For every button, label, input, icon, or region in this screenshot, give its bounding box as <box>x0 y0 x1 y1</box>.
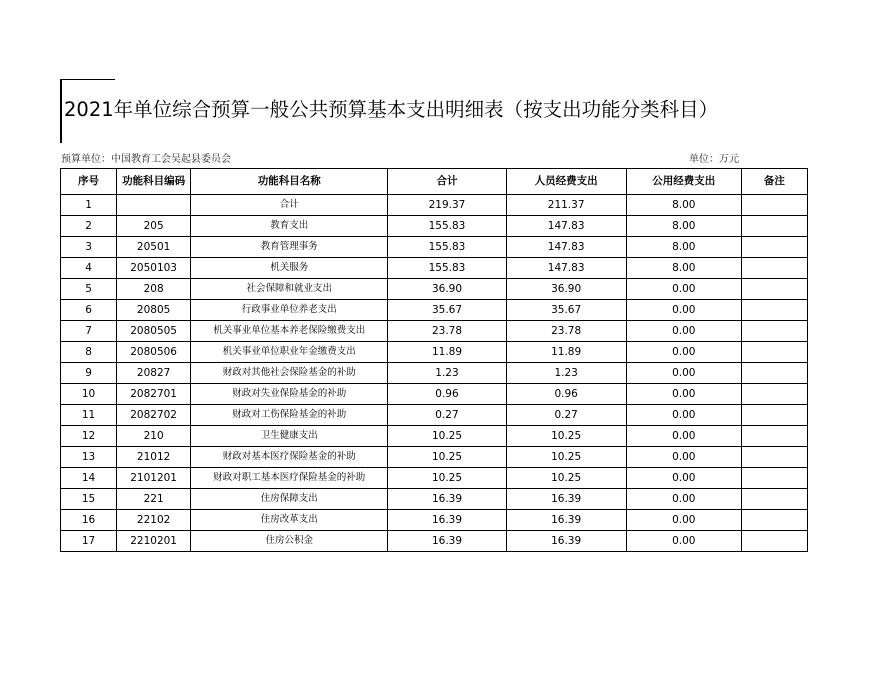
cell-name: 住房改革支出 <box>191 510 388 531</box>
cell-name: 合计 <box>191 195 388 216</box>
cell-code: 2050103 <box>117 258 191 279</box>
cell-remark <box>741 447 807 468</box>
cell-code <box>117 195 191 216</box>
cell-remark <box>741 216 807 237</box>
cell-seq: 8 <box>61 342 117 363</box>
budget-unit-label: 预算单位：中国教育工会吴起县委员会 <box>61 154 231 165</box>
cell-total: 155.83 <box>388 216 506 237</box>
cell-remark <box>741 531 807 552</box>
cell-remark <box>741 195 807 216</box>
cell-remark <box>741 342 807 363</box>
cell-total: 219.37 <box>388 195 506 216</box>
header-public: 公用经费支出 <box>626 169 741 195</box>
header-remark: 备注 <box>741 169 807 195</box>
cell-total: 0.96 <box>388 384 506 405</box>
cell-name: 财政对工伤保险基金的补助 <box>191 405 388 426</box>
cell-seq: 1 <box>61 195 117 216</box>
cell-remark <box>741 384 807 405</box>
table-row <box>61 279 808 300</box>
cell-personnel: 0.27 <box>506 405 626 426</box>
cell-public: 0.00 <box>626 531 741 552</box>
header-seq: 序号 <box>61 169 117 195</box>
cell-name: 住房保障支出 <box>191 489 388 510</box>
cell-personnel: 211.37 <box>506 195 626 216</box>
cell-seq: 15 <box>61 489 117 510</box>
cell-personnel: 147.83 <box>506 237 626 258</box>
cell-total: 11.89 <box>388 342 506 363</box>
cell-personnel: 23.78 <box>506 321 626 342</box>
cell-public: 0.00 <box>626 300 741 321</box>
cell-seq: 3 <box>61 237 117 258</box>
cell-total: 16.39 <box>388 531 506 552</box>
cell-public: 0.00 <box>626 405 741 426</box>
cell-seq: 11 <box>61 405 117 426</box>
cell-remark <box>741 258 807 279</box>
cell-seq: 13 <box>61 447 117 468</box>
cell-remark <box>741 363 807 384</box>
table-row <box>61 405 808 426</box>
cell-personnel: 10.25 <box>506 468 626 489</box>
cell-total: 23.78 <box>388 321 506 342</box>
cell-code: 208 <box>117 279 191 300</box>
cell-remark <box>741 405 807 426</box>
cell-name: 财政对基本医疗保险基金的补助 <box>191 447 388 468</box>
cell-total: 1.23 <box>388 363 506 384</box>
table-row <box>61 510 808 531</box>
cell-personnel: 16.39 <box>506 531 626 552</box>
cell-code: 2210201 <box>117 531 191 552</box>
cell-name: 住房公积金 <box>191 531 388 552</box>
cell-total: 10.25 <box>388 468 506 489</box>
cell-seq: 7 <box>61 321 117 342</box>
cell-personnel: 10.25 <box>506 426 626 447</box>
cell-seq: 5 <box>61 279 117 300</box>
cell-seq: 2 <box>61 216 117 237</box>
cell-personnel: 147.83 <box>506 258 626 279</box>
cell-code: 20827 <box>117 363 191 384</box>
cell-remark <box>741 279 807 300</box>
cell-personnel: 0.96 <box>506 384 626 405</box>
cell-name: 机关事业单位职业年金缴费支出 <box>191 342 388 363</box>
cell-code: 21012 <box>117 447 191 468</box>
cell-name: 教育管理事务 <box>191 237 388 258</box>
page-title: 2021年单位综合预算一般公共预算基本支出明细表（按支出功能分类科目） <box>64 98 719 121</box>
cell-name: 机关服务 <box>191 258 388 279</box>
cell-seq: 9 <box>61 363 117 384</box>
cell-code: 2101201 <box>117 468 191 489</box>
cell-code: 22102 <box>117 510 191 531</box>
cell-remark <box>741 321 807 342</box>
cell-public: 8.00 <box>626 258 741 279</box>
cell-total: 35.67 <box>388 300 506 321</box>
cell-personnel: 147.83 <box>506 216 626 237</box>
cell-remark <box>741 510 807 531</box>
table-row <box>61 300 808 321</box>
cell-public: 8.00 <box>626 195 741 216</box>
cell-public: 0.00 <box>626 279 741 300</box>
cell-public: 8.00 <box>626 216 741 237</box>
table-row <box>61 531 808 552</box>
expenditure-table <box>60 168 808 552</box>
cell-seq: 14 <box>61 468 117 489</box>
cell-seq: 12 <box>61 426 117 447</box>
cell-personnel: 11.89 <box>506 342 626 363</box>
cell-public: 0.00 <box>626 384 741 405</box>
title-corner-mark-top <box>60 79 115 80</box>
header-name: 功能科目名称 <box>191 169 388 195</box>
table-row <box>61 468 808 489</box>
header-code: 功能科目编码 <box>117 169 191 195</box>
cell-name: 卫生健康支出 <box>191 426 388 447</box>
cell-seq: 10 <box>61 384 117 405</box>
cell-public: 0.00 <box>626 447 741 468</box>
cell-remark <box>741 300 807 321</box>
cell-public: 0.00 <box>626 426 741 447</box>
cell-personnel: 10.25 <box>506 447 626 468</box>
title-corner-mark <box>60 79 62 143</box>
cell-code: 2082702 <box>117 405 191 426</box>
cell-personnel: 36.90 <box>506 279 626 300</box>
cell-public: 0.00 <box>626 321 741 342</box>
cell-total: 10.25 <box>388 447 506 468</box>
table-row <box>61 195 808 216</box>
cell-personnel: 35.67 <box>506 300 626 321</box>
table-row <box>61 216 808 237</box>
cell-personnel: 16.39 <box>506 489 626 510</box>
table-row <box>61 342 808 363</box>
cell-total: 10.25 <box>388 426 506 447</box>
unit-label: 单位：万元 <box>689 154 739 165</box>
table-row <box>61 426 808 447</box>
cell-public: 0.00 <box>626 342 741 363</box>
cell-personnel: 16.39 <box>506 510 626 531</box>
cell-seq: 6 <box>61 300 117 321</box>
cell-name: 社会保障和就业支出 <box>191 279 388 300</box>
cell-public: 0.00 <box>626 510 741 531</box>
cell-name: 机关事业单位基本养老保险缴费支出 <box>191 321 388 342</box>
cell-total: 155.83 <box>388 258 506 279</box>
cell-code: 2080505 <box>117 321 191 342</box>
cell-personnel: 1.23 <box>506 363 626 384</box>
cell-name: 财政对职工基本医疗保险基金的补助 <box>191 468 388 489</box>
header-total: 合计 <box>388 169 506 195</box>
cell-total: 16.39 <box>388 510 506 531</box>
cell-name: 财政对其他社会保险基金的补助 <box>191 363 388 384</box>
cell-remark <box>741 426 807 447</box>
cell-code: 221 <box>117 489 191 510</box>
table-row <box>61 363 808 384</box>
cell-public: 0.00 <box>626 489 741 510</box>
cell-name: 财政对失业保险基金的补助 <box>191 384 388 405</box>
cell-total: 0.27 <box>388 405 506 426</box>
cell-seq: 16 <box>61 510 117 531</box>
table-row <box>61 384 808 405</box>
cell-code: 20805 <box>117 300 191 321</box>
table-row <box>61 447 808 468</box>
cell-name: 行政事业单位养老支出 <box>191 300 388 321</box>
cell-code: 205 <box>117 216 191 237</box>
cell-remark <box>741 489 807 510</box>
cell-remark <box>741 468 807 489</box>
cell-public: 0.00 <box>626 468 741 489</box>
cell-public: 8.00 <box>626 237 741 258</box>
table-row <box>61 321 808 342</box>
cell-code: 2080506 <box>117 342 191 363</box>
cell-name: 教育支出 <box>191 216 388 237</box>
table-row <box>61 237 808 258</box>
cell-code: 210 <box>117 426 191 447</box>
cell-code: 2082701 <box>117 384 191 405</box>
cell-code: 20501 <box>117 237 191 258</box>
table-row <box>61 489 808 510</box>
table-header-row <box>61 169 808 195</box>
table-row <box>61 258 808 279</box>
cell-total: 155.83 <box>388 237 506 258</box>
cell-total: 36.90 <box>388 279 506 300</box>
cell-public: 0.00 <box>626 363 741 384</box>
cell-seq: 17 <box>61 531 117 552</box>
header-personnel: 人员经费支出 <box>506 169 626 195</box>
cell-seq: 4 <box>61 258 117 279</box>
cell-total: 16.39 <box>388 489 506 510</box>
cell-remark <box>741 237 807 258</box>
